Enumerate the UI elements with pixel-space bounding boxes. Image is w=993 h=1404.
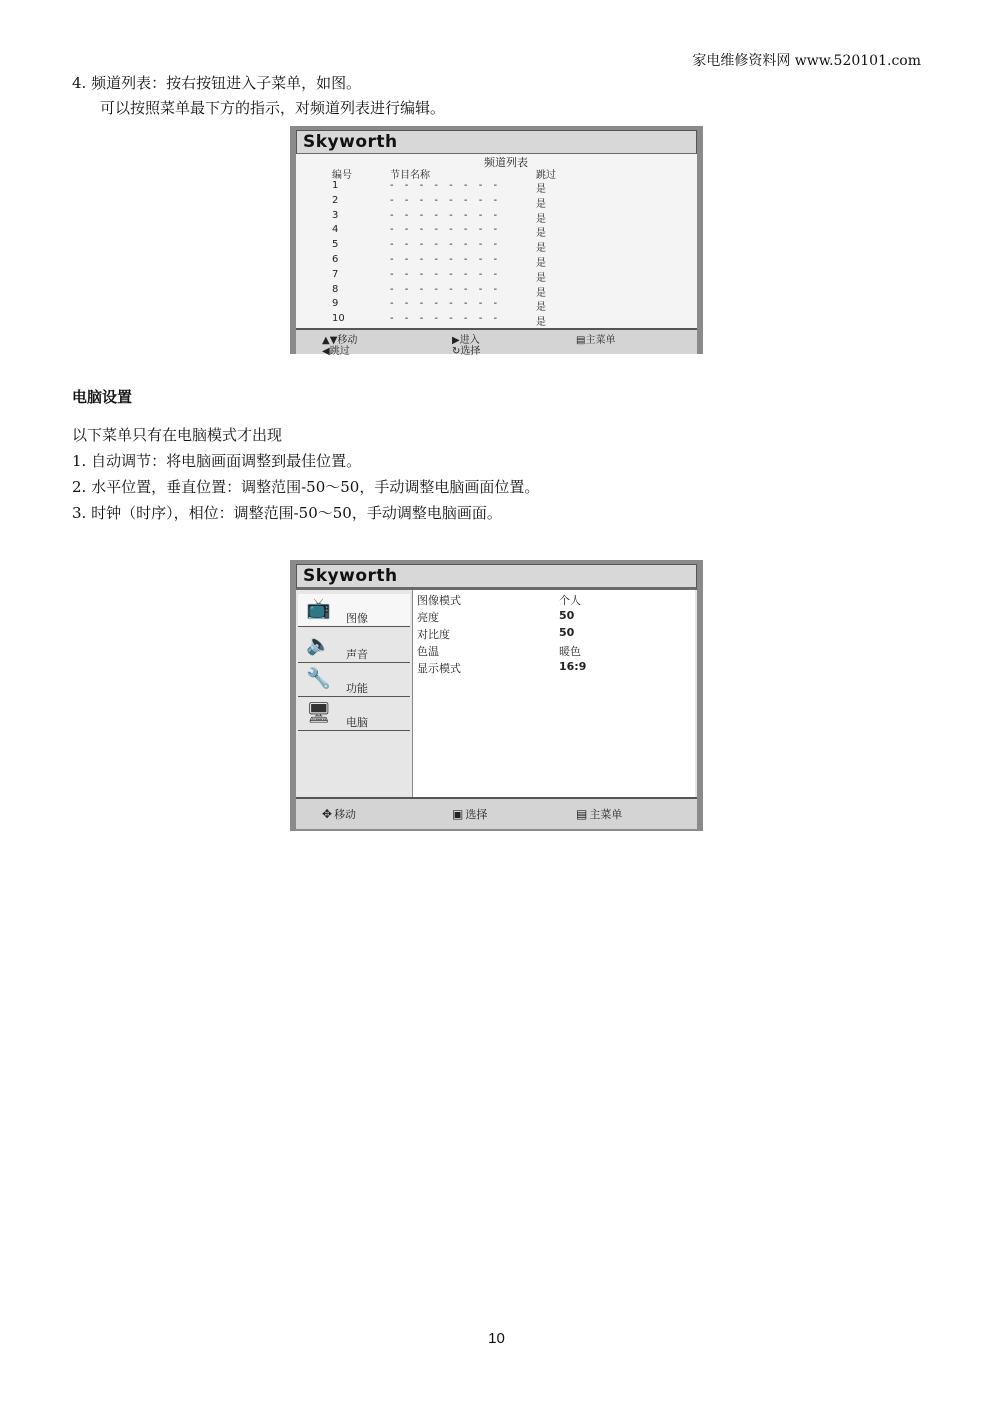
setting-key: 对比度 [417, 628, 450, 641]
channel-skip: 是 [536, 184, 546, 195]
table-row[interactable] [296, 239, 697, 254]
setting-key: 色温 [417, 645, 439, 658]
brand-logo: Skyworth [303, 132, 398, 152]
page-number: 10 [488, 1330, 505, 1347]
pc-menu-footer [296, 797, 697, 829]
setting-key: 亮度 [417, 611, 439, 624]
footer-skip-label: 跳过 [329, 346, 350, 357]
table-row[interactable] [296, 313, 697, 328]
table-row[interactable] [296, 254, 697, 269]
channel-number: 7 [332, 268, 339, 280]
channel-list-screenshot [290, 126, 703, 357]
table-row[interactable] [296, 298, 697, 313]
channel-number: 5 [332, 239, 339, 251]
column-header-name: 节目名称 [390, 170, 430, 181]
sidebar-item-label: 电脑 [346, 716, 368, 729]
channel-skip: 是 [536, 228, 546, 240]
setting-row-display-mode[interactable] [413, 658, 695, 675]
setting-value: 个人 [559, 594, 581, 607]
sidebar-item-picture[interactable] [298, 594, 410, 627]
channel-number: 6 [332, 253, 339, 265]
settings-content [412, 590, 695, 799]
column-header-skip: 跳过 [536, 170, 556, 181]
setting-row-picture-mode[interactable] [413, 590, 695, 607]
footer-main-menu-label: 主菜单 [585, 335, 616, 346]
channel-number: 10 [332, 313, 345, 325]
sidebar-item-label: 功能 [346, 682, 368, 695]
channel-list-panel [296, 154, 697, 330]
footer-select[interactable] [452, 342, 480, 357]
title-bar [296, 130, 697, 156]
channel-name: - - - - - - - - [390, 239, 502, 251]
table-row[interactable] [296, 195, 697, 210]
section2-intro: 以下菜单只有在电脑模式才出现 [72, 426, 283, 444]
channel-skip: 是 [536, 213, 546, 225]
channel-list-footer [296, 328, 697, 357]
channel-name: - - - - - - - - [390, 268, 502, 280]
channel-skip: 是 [536, 243, 546, 255]
table-row[interactable] [296, 210, 697, 225]
left-arrow-icon: ◀ [322, 346, 330, 357]
sidebar-item-label: 图像 [346, 612, 368, 625]
channel-number: 8 [332, 283, 339, 295]
menu-icon: ▤ [576, 807, 588, 821]
sidebar-item-pc[interactable] [298, 698, 410, 731]
monitor-icon: 🖥 [306, 700, 332, 724]
list-item: 1. 自动调节：将电脑画面调整到最佳位置。 [72, 452, 362, 470]
tv-icon: 📺 [306, 596, 331, 620]
footer-enter-label: 进入 [459, 335, 480, 346]
channel-name: - - - - - - - - [390, 194, 502, 206]
footer-main-menu-label: 主菜单 [589, 808, 623, 821]
table-row[interactable] [296, 269, 697, 284]
section1-line1: 4. 频道列表：按右按钮进入子菜单，如图。 [72, 74, 362, 92]
table-row[interactable] [296, 224, 697, 239]
channel-skip: 是 [536, 317, 546, 329]
channel-list-title: 频道列表 [484, 156, 528, 169]
setting-value: 暖色 [559, 645, 581, 658]
channel-name: - - - - - - - - [390, 283, 502, 295]
channel-rows [296, 180, 697, 328]
footer-skip[interactable] [322, 342, 350, 357]
setting-row-brightness[interactable] [413, 607, 695, 624]
table-row[interactable] [296, 180, 697, 195]
footer-move[interactable] [322, 806, 356, 822]
setting-key: 显示模式 [417, 662, 461, 675]
channel-skip: 是 [536, 272, 546, 284]
setting-key: 图像模式 [417, 594, 461, 607]
channel-name: - - - - - - - - [390, 209, 502, 221]
channel-number: 3 [332, 209, 339, 221]
channel-name: - - - - - - - - [390, 298, 502, 310]
sidebar-item-function[interactable] [298, 664, 410, 697]
site-header: 家电维修资料网 www.520101.com [692, 53, 921, 69]
menu-icon: ▤ [576, 335, 586, 346]
channel-number: 4 [332, 224, 339, 236]
channel-name: - - - - - - - - [390, 313, 502, 325]
tools-icon: 🔧 [306, 666, 331, 690]
setting-value: 50 [559, 609, 575, 622]
setting-value: 50 [559, 626, 575, 639]
footer-move-label: 移动 [334, 808, 357, 821]
channel-skip: 是 [536, 257, 546, 269]
list-item: 2. 水平位置，垂直位置：调整范围-50～50，手动调整电脑画面位置。 [72, 478, 540, 496]
table-row[interactable] [296, 284, 697, 299]
setting-row-contrast[interactable] [413, 624, 695, 641]
menu-sidebar [296, 590, 412, 799]
sidebar-item-label: 声音 [346, 648, 368, 661]
footer-main-menu[interactable] [576, 806, 622, 822]
list-item: 3. 时钟（时序），相位：调整范围-50～50，手动调整电脑画面。 [72, 504, 502, 522]
channel-skip: 是 [536, 198, 546, 210]
footer-select-label: 选择 [465, 808, 488, 821]
channel-number: 2 [332, 194, 339, 206]
footer-main-menu[interactable] [576, 331, 615, 346]
right-arrow-icon: ▶ [452, 335, 460, 346]
channel-name: - - - - - - - - [390, 253, 502, 265]
channel-number: 1 [332, 180, 339, 191]
channel-name: - - - - - - - - [390, 180, 502, 191]
channel-name: - - - - - - - - [390, 224, 502, 236]
column-header-number: 编号 [332, 170, 352, 181]
speaker-icon: 🔈 [306, 632, 331, 656]
menu-panel [296, 590, 697, 799]
section1-line2: 可以按照菜单最下方的指示，对频道列表进行编辑。 [100, 99, 446, 117]
footer-select-label: 选择 [460, 346, 481, 357]
setting-row-color-temp[interactable] [413, 641, 695, 658]
direction-pad-icon: ✥ [322, 807, 333, 821]
select-icon: ▣ [452, 807, 464, 821]
channel-skip: 是 [536, 302, 546, 314]
pc-menu-screenshot [290, 560, 703, 831]
section-heading-pc-settings: 电脑设置 [72, 388, 133, 406]
channel-skip: 是 [536, 287, 546, 299]
channel-number: 9 [332, 298, 339, 310]
rotate-icon: ↻ [452, 346, 461, 357]
title-bar [296, 564, 697, 590]
setting-value: 16:9 [559, 660, 587, 673]
up-down-arrow-icon: ▲▼ [322, 335, 338, 346]
brand-logo: Skyworth [303, 566, 398, 586]
footer-select[interactable] [452, 806, 487, 822]
sidebar-item-sound[interactable] [298, 630, 410, 663]
footer-move-label: 移动 [337, 335, 358, 346]
